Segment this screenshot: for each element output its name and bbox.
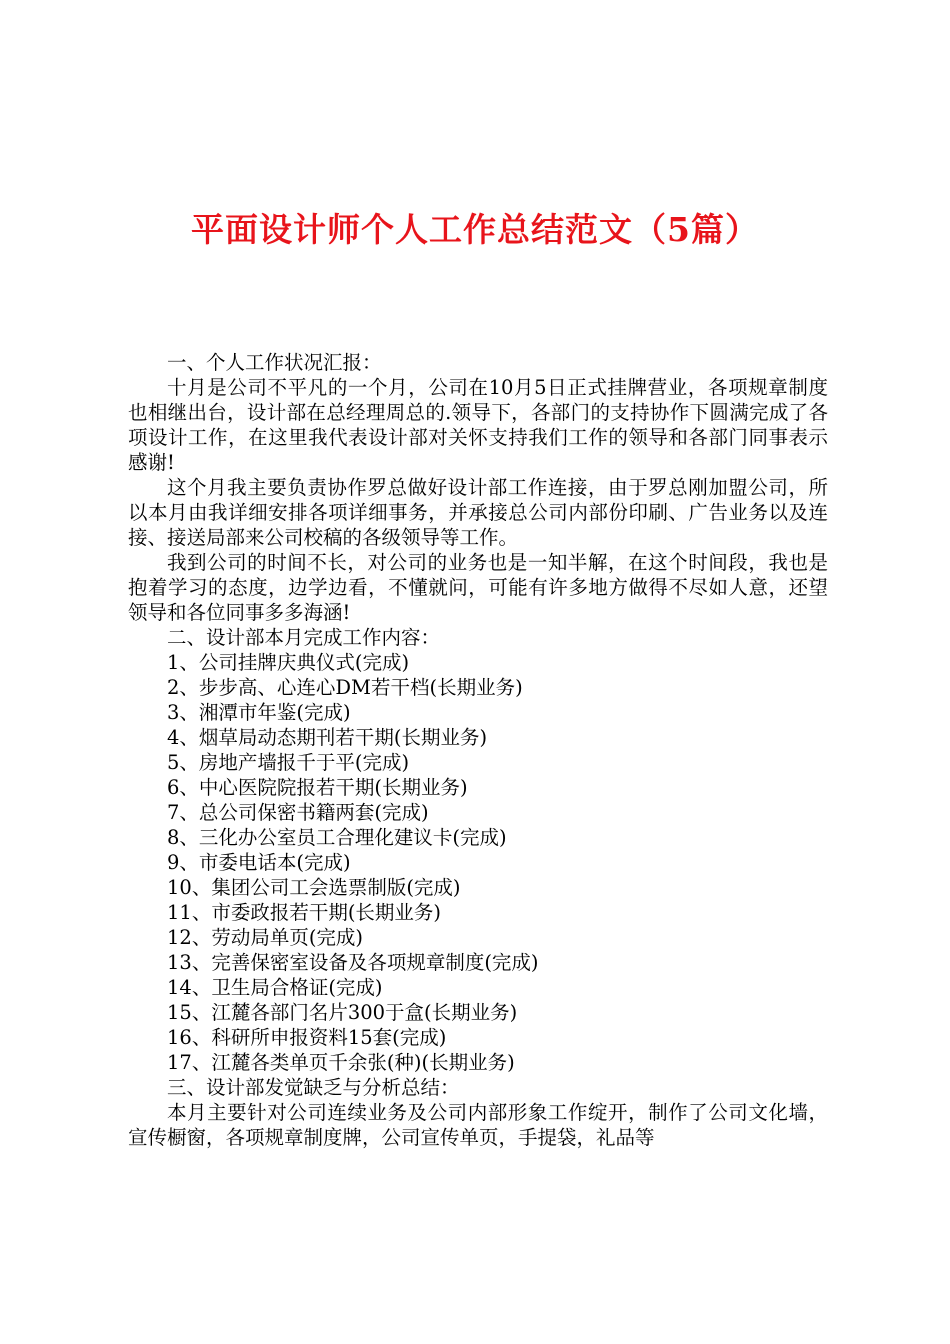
list-item: 13、完善保密室设备及各项规章制度(完成) bbox=[167, 951, 539, 974]
paragraph: 本月主要针对公司连续业务及公司内部形象工作绽开，制作了公司文化墙，宣传橱窗，各项规章制度牌，公司宣传单页，手提袋，礼品等 bbox=[128, 1101, 828, 1149]
list-item: 7、总公司保密书籍两套(完成) bbox=[167, 801, 429, 824]
list-item: 16、科研所申报资料15套(完成) bbox=[167, 1026, 447, 1049]
list-item: 9、市委电话本(完成) bbox=[167, 851, 351, 874]
list-item: 14、卫生局合格证(完成) bbox=[167, 976, 383, 999]
list-item: 3、湘潭市年鉴(完成) bbox=[167, 701, 351, 724]
paragraph: 这个月我主要负责协作罗总做好设计部工作连接，由于罗总刚加盟公司，所以本月由我详细安排各项详细事务，并承接总公司内部份印刷、广告业务以及连接、接送局部来公司校稿的各级领导等工作。 bbox=[128, 476, 828, 549]
list-item: 1、公司挂牌庆典仪式(完成) bbox=[167, 651, 410, 674]
list-item: 2、步步高、心连心DM若干档(长期业务) bbox=[167, 676, 523, 699]
section-heading-1: 一、个人工作状况汇报： bbox=[167, 351, 382, 374]
section-heading-3: 三、设计部发觉缺乏与分析总结： bbox=[167, 1076, 460, 1099]
list-item: 5、房地产墙报千于平(完成) bbox=[167, 751, 410, 774]
list-item: 4、烟草局动态期刊若干期(长期业务) bbox=[167, 726, 488, 749]
paragraph: 我到公司的时间不长，对公司的业务也是一知半解，在这个时间段，我也是抱着学习的态度，边学边看，不懂就问，可能有许多地方做得不尽如人意，还望领导和各位同事多多海涵! bbox=[128, 551, 828, 624]
list-item: 8、三化办公室员工合理化建议卡(完成) bbox=[167, 826, 507, 849]
list-item: 10、集团公司工会选票制版(完成) bbox=[167, 876, 461, 899]
paragraph: 十月是公司不平凡的一个月，公司在10月5日正式挂牌营业，各项规章制度也相继出台，设计部在总经理周总的.领导下，各部门的支持协作下圆满完成了各项设计工作，在这里我代表设计部对关怀支持我们工作的领导和各部门同事表示感谢! bbox=[128, 376, 828, 474]
document-body bbox=[128, 350, 828, 1150]
list-item: 6、中心医院院报若干期(长期业务) bbox=[167, 776, 468, 799]
list-item: 12、劳动局单页(完成) bbox=[167, 926, 364, 949]
document-title: 平面设计师个人工作总结范文（5篇） bbox=[191, 210, 759, 249]
list-item: 15、江麓各部门名片300于盒(长期业务) bbox=[167, 1001, 518, 1024]
section-heading-2: 二、设计部本月完成工作内容： bbox=[167, 626, 441, 649]
list-item: 17、江麓各类单页千余张(种)(长期业务) bbox=[167, 1051, 515, 1074]
list-item: 11、市委政报若干期(长期业务) bbox=[167, 901, 442, 924]
